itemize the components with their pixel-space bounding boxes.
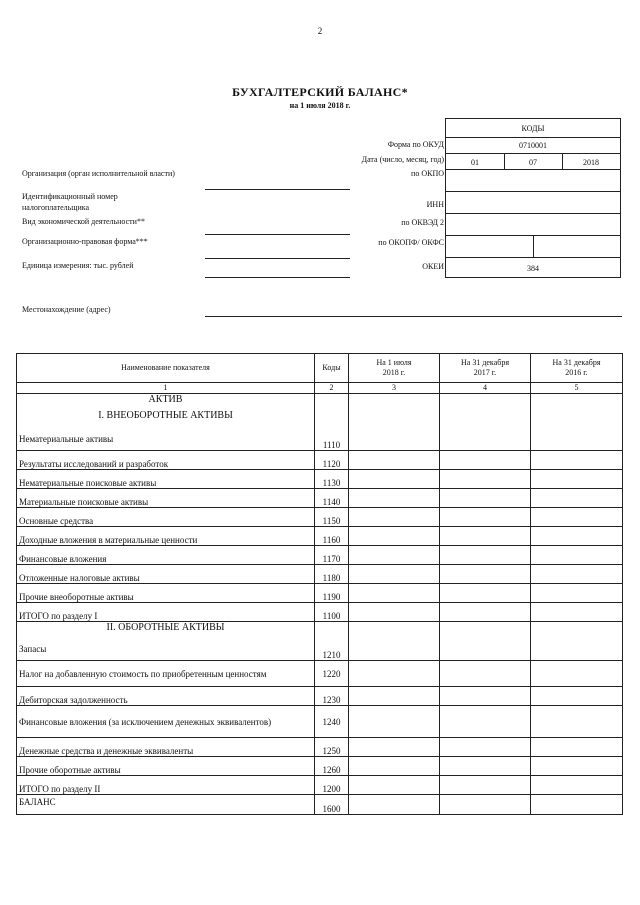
cell-value: [349, 489, 440, 508]
row-name: [17, 394, 315, 451]
cell-value: [440, 661, 531, 687]
okud-label: Форма по ОКУД: [387, 140, 444, 149]
row-label: Нематериальные активы: [19, 434, 114, 444]
row-code: 1140: [315, 489, 349, 508]
row-name: [17, 622, 315, 661]
table-row: [17, 451, 623, 470]
unit-label: Единица измерения: тыс. рублей: [22, 261, 134, 270]
codes-header: КОДЫ: [446, 119, 620, 138]
section-2-title: II. ОБОРОТНЫЕ АКТИВЫ: [106, 622, 225, 633]
table-row: [17, 622, 623, 661]
cell-value: [440, 508, 531, 527]
row-name: Финансовые вложения: [17, 546, 315, 565]
header-col4-line1: На 31 декабря: [460, 358, 509, 367]
header-col5-line2: 2016 г.: [565, 368, 588, 377]
cell-value: [531, 795, 623, 815]
cell-value: [440, 527, 531, 546]
cell-value: [440, 470, 531, 489]
codes-box: [445, 118, 621, 278]
cell-value: [531, 394, 623, 451]
row-name: БАЛАНС: [17, 795, 315, 815]
cell-value: [440, 795, 531, 815]
row-code: 1220: [315, 661, 349, 687]
inn-label: ИНН: [426, 200, 444, 209]
section-1-title: I. ВНЕОБОРОТНЫЕ АКТИВЫ: [98, 410, 233, 421]
row-code: 1210: [315, 622, 349, 661]
row-name: Денежные средства и денежные эквиваленты: [17, 738, 315, 757]
row-name: ИТОГО по разделу II: [17, 776, 315, 795]
row-code: 1180: [315, 565, 349, 584]
table-row: [17, 738, 623, 757]
cell-value: [531, 706, 623, 738]
cell-value: [349, 795, 440, 815]
row-name: Доходные вложения в материальные ценности: [17, 527, 315, 546]
table-header-row: [17, 354, 623, 383]
row-code: 1600: [315, 795, 349, 815]
header-col4: [440, 354, 531, 383]
row-code: 1160: [315, 527, 349, 546]
cell-value: [349, 451, 440, 470]
table-row: [17, 757, 623, 776]
cell-value: [440, 546, 531, 565]
table-row: [17, 584, 623, 603]
table-row: [17, 508, 623, 527]
cell-value: [349, 394, 440, 451]
row-code: 1230: [315, 687, 349, 706]
header-col5-line1: На 31 декабря: [552, 358, 601, 367]
row-code: 1190: [315, 584, 349, 603]
activity-field-line: [205, 234, 350, 235]
table-row: [17, 394, 623, 451]
cell-value: [531, 776, 623, 795]
date-label: Дата (число, месяц, год): [361, 155, 444, 164]
row-code: 1240: [315, 706, 349, 738]
cell-value: [349, 527, 440, 546]
row-code: 1170: [315, 546, 349, 565]
okopf-separator: [533, 236, 534, 258]
balance-table: [16, 353, 623, 815]
cell-value: [531, 622, 623, 661]
taxpayer-id-label-2: налогоплательщика: [22, 203, 90, 212]
row-name: Прочие оборотные активы: [17, 757, 315, 776]
row-code: 1150: [315, 508, 349, 527]
row-code: 1260: [315, 757, 349, 776]
cell-value: [531, 738, 623, 757]
header-col3: [349, 354, 440, 383]
cell-value: [531, 527, 623, 546]
cell-value: [349, 661, 440, 687]
cell-value: [531, 546, 623, 565]
table-row: [17, 706, 623, 738]
cell-value: [440, 757, 531, 776]
table-row: [17, 565, 623, 584]
address-field-line: [205, 316, 622, 317]
cell-value: [531, 661, 623, 687]
taxpayer-id-label: Идентификационный номер: [22, 192, 118, 201]
organization-label: Организация (орган исполнительной власти): [22, 169, 175, 178]
cell-value: [440, 565, 531, 584]
date-row: [446, 154, 620, 170]
okei-value: 384: [527, 264, 539, 273]
col-number: 2: [315, 383, 349, 394]
cell-value: [349, 622, 440, 661]
cell-value: [349, 776, 440, 795]
address-label: Местонахождение (адрес): [22, 305, 111, 314]
col-number: 1: [17, 383, 315, 394]
section-active-title: АКТИВ: [148, 394, 183, 405]
header-col3-line2: 2018 г.: [382, 368, 406, 377]
okei-code: [446, 258, 620, 277]
cell-value: [349, 508, 440, 527]
cell-value: [440, 603, 531, 622]
table-row: [17, 687, 623, 706]
legal-form-label: Организационно-правовая форма***: [22, 237, 148, 246]
row-code: 1200: [315, 776, 349, 795]
okved-label: по ОКВЭД 2: [401, 218, 444, 227]
row-code: 1100: [315, 603, 349, 622]
header-code: Коды: [315, 354, 349, 383]
date-day: 01: [471, 158, 479, 167]
cell-value: [440, 394, 531, 451]
col-number: 5: [531, 383, 623, 394]
row-name: Результаты исследований и разработок: [17, 451, 315, 470]
cell-value: [531, 584, 623, 603]
cell-value: [531, 687, 623, 706]
row-name: Прочие внеоборотные активы: [17, 584, 315, 603]
cell-value: [440, 451, 531, 470]
date-month: 07: [529, 158, 537, 167]
legal-form-field-line: [205, 258, 350, 259]
okopf-label: по ОКОПФ/ ОКФС: [378, 238, 444, 247]
row-code: 1250: [315, 738, 349, 757]
row-code: 1130: [315, 470, 349, 489]
row-name: Финансовые вложения (за исключением денежных эквивалентов): [17, 706, 315, 738]
cell-value: [349, 546, 440, 565]
header-col4-line2: 2017 г.: [473, 368, 497, 377]
cell-value: [531, 565, 623, 584]
table-row: [17, 776, 623, 795]
cell-value: [531, 489, 623, 508]
row-name: ИТОГО по разделу I: [17, 603, 315, 622]
cell-value: [440, 489, 531, 508]
column-number-row: [17, 383, 623, 394]
unit-field-line: [205, 277, 350, 278]
table-row: [17, 527, 623, 546]
okei-label: ОКЕИ: [422, 262, 444, 271]
row-name: Налог на добавленную стоимость по приобретенным ценностям: [17, 661, 315, 687]
row-name: Дебиторская задолженность: [17, 687, 315, 706]
date-separator: [504, 154, 505, 170]
row-name: Материальные поисковые активы: [17, 489, 315, 508]
row-code: 1110: [315, 394, 349, 451]
okud-code: 0710001: [446, 138, 620, 154]
activity-label: Вид экономической деятельности**: [22, 217, 145, 226]
cell-value: [349, 565, 440, 584]
okpo-label: по ОКПО: [411, 169, 444, 178]
row-label: Запасы: [19, 644, 47, 654]
cell-value: [440, 687, 531, 706]
row-name: Основные средства: [17, 508, 315, 527]
table-row: [17, 795, 623, 815]
okved-code: [446, 214, 620, 236]
document-subtitle: на 1 июля 2018 г.: [289, 101, 351, 110]
cell-value: [440, 776, 531, 795]
inn-code: [446, 192, 620, 214]
cell-value: [349, 687, 440, 706]
okpo-code: [446, 170, 620, 192]
cell-value: [440, 584, 531, 603]
header-name: Наименование показателя: [17, 354, 315, 383]
cell-value: [349, 603, 440, 622]
organization-field-line: [205, 189, 350, 190]
date-separator: [562, 154, 563, 170]
row-code: 1120: [315, 451, 349, 470]
table-row: [17, 546, 623, 565]
cell-value: [349, 470, 440, 489]
row-name: Нематериальные поисковые активы: [17, 470, 315, 489]
cell-value: [349, 706, 440, 738]
table-row: [17, 470, 623, 489]
cell-value: [440, 622, 531, 661]
page-number: 2: [317, 26, 323, 36]
document-title: БУХГАЛТЕРСКИЙ БАЛАНС*: [232, 85, 408, 99]
cell-value: [440, 738, 531, 757]
table-row: [17, 489, 623, 508]
cell-value: [531, 451, 623, 470]
cell-value: [440, 706, 531, 738]
col-number: 4: [440, 383, 531, 394]
header-col5: [531, 354, 623, 383]
row-name: Отложенные налоговые активы: [17, 565, 315, 584]
col-number: 3: [349, 383, 440, 394]
cell-value: [531, 757, 623, 776]
cell-value: [531, 508, 623, 527]
cell-value: [531, 603, 623, 622]
cell-value: [349, 584, 440, 603]
cell-value: [349, 738, 440, 757]
cell-value: [349, 757, 440, 776]
cell-value: [531, 470, 623, 489]
header-col3-line1: На 1 июля: [376, 358, 412, 367]
table-row: [17, 603, 623, 622]
date-year: 2018: [583, 158, 599, 167]
table-row: [17, 661, 623, 687]
